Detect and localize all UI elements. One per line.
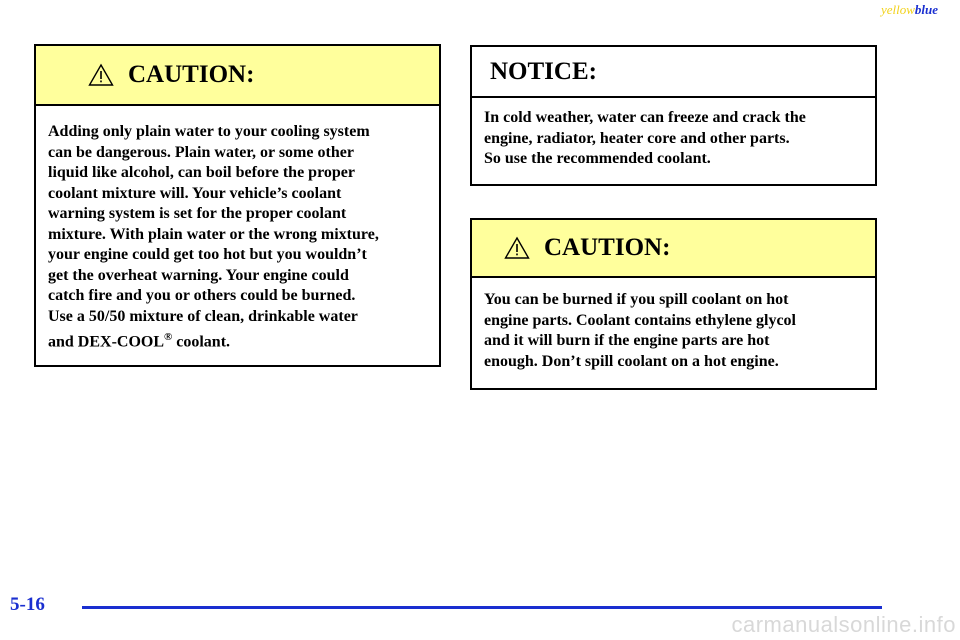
caution-line-last xyxy=(48,327,427,353)
footer-rule xyxy=(82,606,882,609)
caution-line: can be dangerous. Plain water, or some other xyxy=(48,143,354,161)
caution-line: engine parts. Coolant contains ethylene glycol xyxy=(484,311,796,329)
watermark-text: carmanualsonline.info xyxy=(731,612,956,637)
notice-line: engine, radiator, heater core and other parts. xyxy=(484,129,790,147)
caution-line: You can be burned if you spill coolant on hot xyxy=(484,291,789,308)
caution-header xyxy=(36,46,439,106)
caution-line: mixture. With plain water or the wrong mixture, xyxy=(48,225,379,243)
color-tag-blue: blue xyxy=(914,2,938,17)
caution-line: coolant mixture will. Your vehicle’s coolant xyxy=(48,184,342,202)
caution-line: enough. Don’t spill coolant on a hot engine. xyxy=(484,352,779,370)
notice-text xyxy=(472,98,875,170)
color-tag-yellow: yellow xyxy=(880,2,915,17)
caution-header xyxy=(472,220,875,278)
caution-line: Adding only plain water to your cooling system xyxy=(48,123,370,140)
caution-line: Use a 50/50 mixture of clean, drinkable water xyxy=(48,307,358,325)
caution-text xyxy=(36,106,439,353)
color-tag xyxy=(881,2,938,18)
coolant-text: coolant. xyxy=(172,333,231,351)
notice-line: So use the recommended coolant. xyxy=(484,150,711,167)
warning-triangle-icon xyxy=(88,63,114,87)
caution-title: CAUTION: xyxy=(544,234,671,261)
caution-line: catch fire and you or others could be burned. xyxy=(48,287,356,304)
notice-header xyxy=(472,47,875,98)
caution-line: warning system is set for the proper coolant xyxy=(48,205,347,222)
dexcool-text: and DEX-COOL xyxy=(48,333,165,351)
caution-text xyxy=(472,278,875,372)
caution-line: and it will burn if the engine parts are hot xyxy=(484,332,770,349)
registered-mark: ® xyxy=(164,331,173,343)
caution-title: CAUTION: xyxy=(128,61,255,88)
page-number: 5-16 xyxy=(10,594,45,615)
caution-box-water xyxy=(34,44,441,367)
notice-line: In cold weather, water can freeze and crack the xyxy=(484,109,806,126)
notice-box-cold-weather xyxy=(470,45,877,186)
notice-title: NOTICE: xyxy=(490,57,597,85)
caution-line: get the overheat warning. Your engine could xyxy=(48,266,349,284)
caution-line: liquid like alcohol, can boil before the proper xyxy=(48,164,355,181)
caution-box-burn xyxy=(470,218,877,390)
caution-line: your engine could get too hot but you wouldn’t xyxy=(48,246,367,263)
warning-triangle-icon xyxy=(504,236,530,260)
